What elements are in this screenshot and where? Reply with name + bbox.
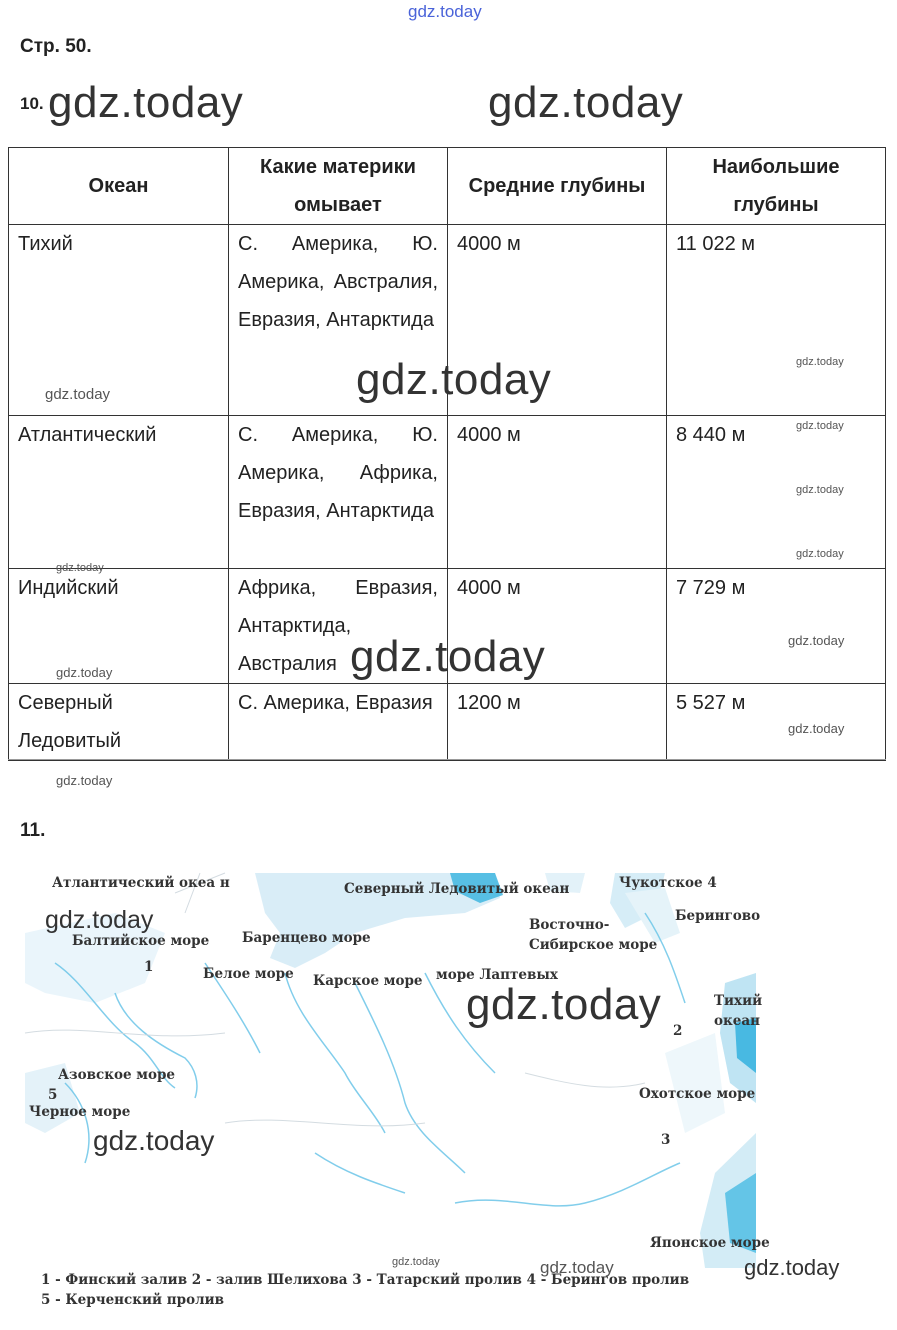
- map-label-black: Черное море: [29, 1104, 131, 1120]
- watermark: gdz.today: [796, 356, 844, 368]
- table-row: [9, 416, 886, 569]
- map-legend-line-1: 1 - Финский залив 2 - залив Шелихова 3 - Татарский пролив 4 - Берингов пролив: [41, 1272, 690, 1288]
- ocean-name: Индийский: [9, 569, 229, 684]
- header-continents: Какие материки омывает: [229, 148, 448, 225]
- watermark: gdz.today: [45, 386, 111, 403]
- map-label-japan: Японское море: [650, 1235, 770, 1251]
- watermark: gdz.today: [392, 1256, 440, 1268]
- ocean-name: Атлантический: [9, 416, 229, 569]
- table-bottom-line: [8, 759, 886, 760]
- table-row: [9, 684, 886, 761]
- ocean-avg-depth: 4000 м: [448, 225, 667, 416]
- ocean-avg-depth: 4000 м: [448, 416, 667, 569]
- ocean-name: Северный Ледовитый: [9, 684, 229, 761]
- map-label-east-siberian-1: Восточно-: [529, 917, 610, 933]
- ocean-max-depth: 5 527 м: [667, 684, 886, 761]
- ocean-max-depth: 7 729 м: [667, 569, 886, 684]
- map-label-chukotka: Чукотское 4: [619, 875, 717, 891]
- map-label-baltic: Балтийское море: [72, 933, 210, 949]
- watermark: gdz.today: [56, 773, 113, 788]
- map-label-okhotsk: Охотское море: [639, 1086, 756, 1102]
- watermark: gdz.today: [796, 548, 844, 560]
- watermark: gdz.today: [540, 1258, 614, 1277]
- ocean-max-depth: 11 022 м: [667, 225, 886, 416]
- map-label-number-3: 3: [661, 1132, 671, 1148]
- watermark: gdz.today: [48, 78, 244, 127]
- map-label-atlantic: Атлантический океа н: [52, 875, 230, 891]
- ocean-continents: С. Америка, Ю. Америка, Австралия, Евразия, Антарктида: [229, 225, 448, 416]
- header-ocean: Океан: [9, 148, 229, 225]
- watermark: gdz.today: [466, 980, 662, 1029]
- map-label-barents: Баренцево море: [242, 930, 371, 946]
- watermark: gdz.today: [796, 420, 844, 432]
- watermark: gdz.today: [93, 1125, 215, 1156]
- ocean-continents: Африка, Евразия, Антарктида, Австралия: [229, 569, 448, 684]
- map-label-white: Белое море: [203, 966, 294, 982]
- header-avg-depth: Средние глубины: [448, 148, 667, 225]
- map-label-laptev: море Лаптевых: [436, 967, 558, 983]
- ocean-name: Тихий: [9, 225, 229, 416]
- watermark-top: gdz.today: [408, 2, 482, 21]
- map-label-kara: Карское море: [313, 973, 423, 989]
- page-label: Стр. 50.: [20, 36, 92, 57]
- watermark: gdz.today: [350, 632, 546, 681]
- ocean-avg-depth: 4000 м: [448, 569, 667, 684]
- watermark: gdz.today: [788, 633, 845, 648]
- table-header-row: [9, 148, 886, 225]
- map-label-azov: Азовское море: [58, 1067, 176, 1083]
- watermark: gdz.today: [45, 906, 154, 934]
- task-10-number: 10.: [20, 94, 44, 113]
- map-label-pacific-1: Тихий: [714, 993, 763, 1009]
- watermark: gdz.today: [356, 355, 552, 404]
- ocean-continents: С. Америка, Ю. Америка, Африка, Евразия, Антарктида: [229, 416, 448, 569]
- map-label-pacific-2: океан: [714, 1013, 760, 1029]
- watermark: gdz.today: [56, 562, 104, 574]
- map-label-bering: Берингово: [675, 908, 761, 924]
- watermark: gdz.today: [56, 665, 113, 680]
- ocean-continents: С. Америка, Евразия: [229, 684, 448, 761]
- map-legend-line-2: 5 - Керченский пролив: [41, 1292, 224, 1308]
- map-label-arctic: Северный Ледовитый океан: [344, 881, 570, 897]
- watermark: gdz.today: [744, 1255, 840, 1280]
- watermark: gdz.today: [796, 484, 844, 496]
- task-11-number: 11.: [20, 820, 46, 841]
- watermark: gdz.today: [788, 721, 845, 736]
- header-max-depth: Наибольшие глубины: [667, 148, 886, 225]
- map-label-east-siberian-2: Сибирское море: [529, 937, 658, 953]
- map-label-number-5: 5: [48, 1087, 58, 1103]
- watermark: gdz.today: [488, 78, 684, 127]
- ocean-avg-depth: 1200 м: [448, 684, 667, 761]
- map-label-number-1: 1: [144, 959, 154, 975]
- map-label-number-2: 2: [673, 1023, 683, 1039]
- ocean-max-depth: 8 440 м: [667, 416, 886, 569]
